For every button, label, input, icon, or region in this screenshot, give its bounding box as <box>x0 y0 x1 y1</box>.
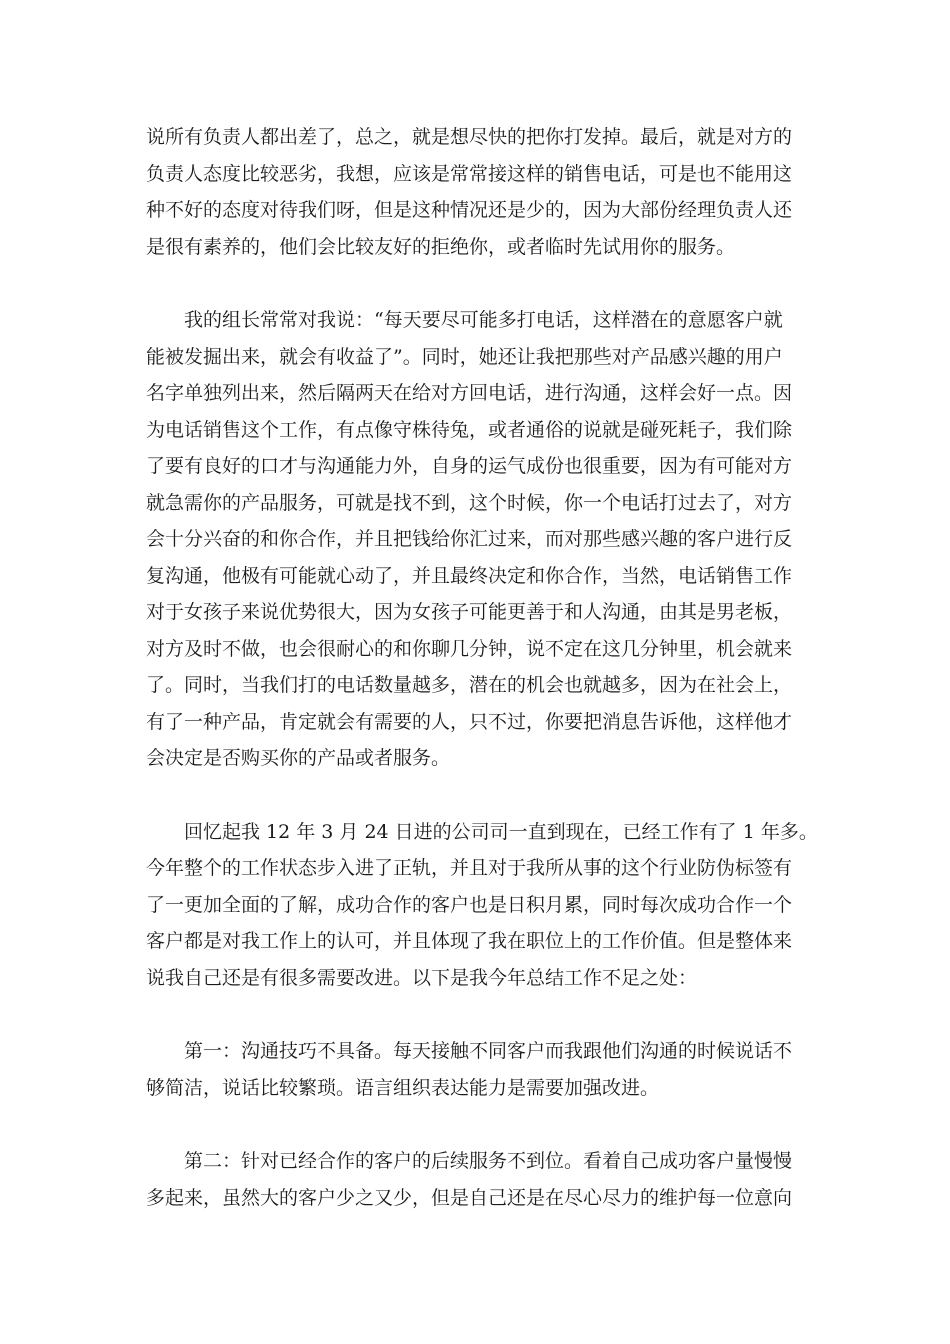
text-line: 说所有负责人都出差了，总之，就是想尽快的把你打发掉。最后，就是对方的 <box>146 126 793 148</box>
document-body <box>146 119 818 1253</box>
text-line: 对方及时不做，也会很耐心的和你聊几分钟，说不定在这几分钟里，机会就来 <box>146 637 793 660</box>
text-line: 有了一种产品，肯定就会有需要的人，只不过，你要把消息告诉他，这样他才 <box>146 710 793 733</box>
text-line: 第一：沟通技巧不具备。每天接触不同客户而我跟他们沟通的时候说话不 <box>184 1040 793 1062</box>
paragraph-1 <box>146 119 802 265</box>
text-line: 了。同时，当我们打的电话数量越多，潜在的机会也就越多，因为在社会上， <box>146 674 793 696</box>
text-line: 客户都是对我工作上的认可，并且体现了我在职位上的工作价值。但是整体来 <box>146 930 793 952</box>
text-line: 复沟通，他极有可能就心动了，并且最终决定和你合作，当然，电话销售工作 <box>146 564 793 587</box>
paragraph-4 <box>146 1033 802 1106</box>
paragraph-5 <box>146 1143 802 1216</box>
text-line: 是很有素养的，他们会比较友好的拒绝你，或者临时先试用你的服务。 <box>146 235 736 258</box>
text-line: 能被发掘出来，就会有收益了”。同时，她还让我把那些对产品感兴趣的用户 <box>146 345 783 368</box>
paragraph-2 <box>146 302 802 777</box>
text-line: 会十分兴奋的和你合作，并且把钱给你汇过来，而对那些感兴趣的客户进行反 <box>146 528 793 550</box>
text-line: 就急需你的产品服务，可就是找不到，这个时候，你一个电话打过去了，对方 <box>146 491 793 514</box>
text-line: 为电话销售这个工作，有点像守株待兔，或者通俗的说就是碰死耗子，我们除 <box>146 418 793 441</box>
text-line: 说我自己还是有很多需要改进。以下是我今年总结工作不足之处： <box>146 966 698 989</box>
text-line: 回忆起我 12 年 3 月 24 日进的公司司一直到现在，已经工作有了 1 年多。 <box>184 820 818 843</box>
text-line: 会决定是否购买你的产品或者服务。 <box>146 747 451 769</box>
text-line: 种不好的态度对待我们呀，但是这种情况还是少的，因为大部份经理负责人还 <box>146 199 793 221</box>
text-line: 了要有良好的口才与沟通能力外，自身的运气成份也很重要，因为有可能对方 <box>146 455 793 477</box>
text-line: 够简洁，说话比较繁琐。语言组织表达能力是需要加强改进。 <box>146 1076 660 1099</box>
text-line: 今年整个的工作状态步入进了正轨，并且对于我所从事的这个行业防伪标签有 <box>146 857 793 879</box>
text-line: 名字单独列出来，然后隔两天在给对方回电话，进行沟通，这样会好一点。因 <box>146 382 793 404</box>
text-line: 对于女孩子来说优势很大，因为女孩子可能更善于和人沟通，由其是男老板， <box>146 601 793 623</box>
text-line: 第二：针对已经合作的客户的后续服务不到位。看着自己成功客户量慢慢 <box>184 1150 793 1172</box>
text-line: 负责人态度比较恶劣，我想，应该是常常接这样的销售电话，可是也不能用这 <box>146 162 793 185</box>
text-line: 多起来，虽然大的客户少之又少，但是自己还是在尽心尽力的维护每一位意向 <box>146 1186 793 1209</box>
text-line: 我的组长常常对我说：“每天要尽可能多打电话，这样潜在的意愿客户就 <box>184 309 783 331</box>
text-line: 了一更加全面的了解，成功合作的客户也是日积月累，同时每次成功合作一个 <box>146 893 793 916</box>
paragraph-3 <box>146 814 818 997</box>
